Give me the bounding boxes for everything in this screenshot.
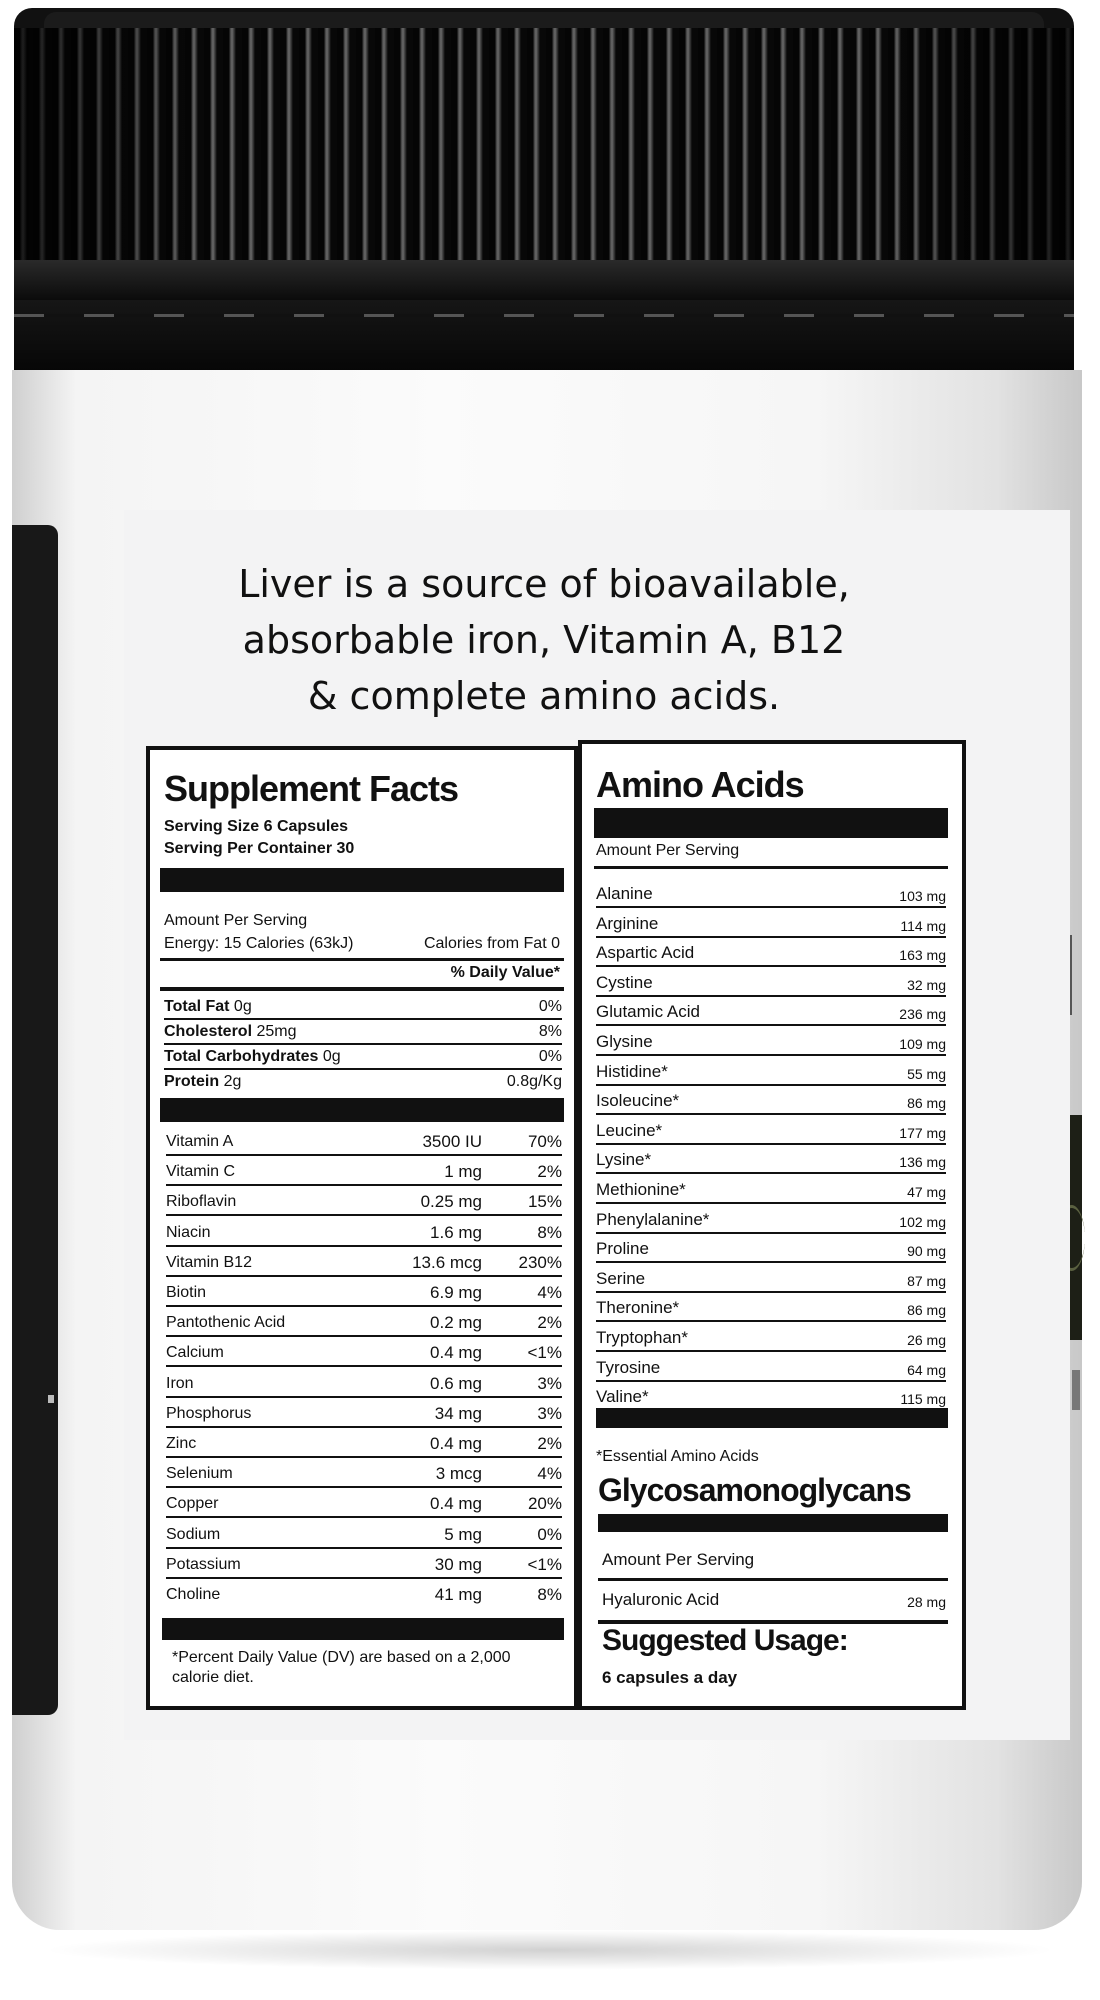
nutrient-daily-value: <1% [527,1554,562,1574]
row-divider [596,1320,946,1322]
row-divider [166,1456,562,1458]
amino-acid-row [596,941,946,965]
nutrient-name: Selenium [166,1465,233,1483]
row-divider [596,1202,946,1204]
nutrient-name: Niacin [166,1223,211,1241]
amount-per-serving: Amount Per Serving [164,912,308,929]
nutrient-daily-value: 4% [537,1283,562,1302]
amino-acid-name: Alanine [596,884,653,903]
row-divider [166,1245,562,1247]
nutrient-amount: 34 mg [434,1403,482,1423]
row-divider [596,1054,946,1056]
macro-row [164,994,562,1018]
headline-line: Liver is a source of bioavailable, [238,562,850,606]
headline-line: & complete amino acids. [307,674,781,718]
essential-amino-note: *Essential Amino Acids [596,1448,759,1465]
amino-acid-amount: 163 mg [899,947,946,964]
amino-acid-row [596,1089,946,1113]
label-side-strip-left [12,525,58,1715]
nutrient-daily-value: 20% [527,1494,562,1514]
thick-divider [162,1618,564,1640]
cap-ridges [14,28,1074,260]
nutrient-amount: 41 mg [434,1585,482,1604]
row-divider [166,1547,562,1549]
nutrient-row [166,1581,562,1607]
row-divider [596,1113,946,1115]
nutrient-daily-value: 2% [537,1162,562,1182]
jar-shadow [40,1930,1060,1970]
amino-acid-row [596,912,946,936]
supplement-facts-title: Supplement Facts [164,768,459,809]
nutrient-name: Sodium [166,1525,221,1543]
nutrient-amount: 5 mg [444,1524,482,1544]
row-divider [166,1577,562,1579]
nutrient-name: Iron [166,1374,194,1392]
nutrient-row [166,1279,562,1305]
nutrient-name: Zinc [166,1435,197,1452]
nutrient-name: Phosphorus [166,1404,252,1422]
amino-acid-amount: 115 mg [900,1391,946,1408]
amino-acid-name: Proline [596,1239,649,1259]
amino-acids-panel [578,740,966,1710]
amino-acid-name: Tyrosine [596,1357,661,1377]
nutrient-name: Cholesterol [164,1023,257,1040]
serving-size: Serving Size 6 Capsules [164,818,349,835]
nutrient-daily-value: 0% [538,998,562,1015]
row-divider [166,1305,562,1307]
suggested-usage-title: Suggested Usage: [602,1624,848,1657]
nutrient-name: Protein [164,1073,224,1090]
nutrient-amount: 30 mg [434,1554,482,1574]
nutrient-name: Potassium [166,1555,241,1573]
nutrient-row [166,1339,562,1365]
amino-acid-row [596,1030,946,1054]
nutrient-label [164,998,252,1016]
nutrient-name: Total Fat [164,998,234,1015]
amino-acid-name: Aspartic Acid [596,943,695,963]
glycosaminoglycans-amount-per-serving: Amount Per Serving [602,1550,755,1569]
nutrient-daily-value: 230% [518,1252,562,1272]
amino-acid-row [596,1208,946,1232]
nutrient-amount: 0.4 mg [430,1343,482,1363]
amino-acid-amount: 55 mg [907,1065,946,1082]
amino-acid-row [596,1119,946,1143]
amino-acid-amount: 103 mg [899,888,946,904]
thick-divider [160,1098,564,1122]
row-divider [166,1335,562,1337]
nutrient-name: Vitamin A [166,1133,234,1150]
amino-acid-name: Valine* [596,1387,649,1407]
row-divider [166,1426,562,1428]
amino-acid-row [596,1148,946,1172]
hyaluronic-acid-row [602,1590,946,1614]
amino-acid-amount: 102 mg [899,1213,946,1230]
nutrient-amount: 28 mg [907,1594,946,1610]
nutrient-daily-value: 0.8g/Kg [506,1073,562,1090]
nutrient-daily-value: 2% [537,1434,562,1453]
amino-acid-row [596,1267,946,1291]
nutrient-row [166,1370,562,1396]
amino-acid-name: Glysine [596,1032,653,1051]
nutrient-row [166,1158,562,1184]
nutrient-daily-value: 8% [537,1222,562,1242]
nutrient-amount: 1.6 mg [430,1222,482,1242]
supplement-facts-panel [146,746,578,1710]
nutrient-name: Vitamin C [166,1163,236,1181]
thick-divider [594,808,948,838]
amino-acid-row [596,1237,946,1261]
row-divider [596,965,946,967]
cap-rim [14,300,1074,380]
macro-row [164,1019,562,1043]
row-divider [596,1084,946,1086]
nutrient-name: Riboflavin [166,1193,237,1211]
amino-acids-title: Amino Acids [596,764,804,805]
nutrient-amount: 6.9 mg [430,1283,482,1302]
row-divider [166,1154,562,1156]
amino-acid-row [596,1178,946,1202]
nutrient-row [166,1521,562,1547]
glycosaminoglycans-title: Glycosamonoglycans [598,1472,911,1508]
servings-per-container: Serving Per Container 30 [164,840,355,857]
nutrient-row [166,1460,562,1486]
nutrient-amount: 0.4 mg [430,1494,482,1514]
amino-acid-row [596,971,946,995]
nutrient-row [166,1188,562,1214]
thick-divider [160,868,564,892]
row-divider [596,1380,946,1382]
macro-row [164,1044,562,1068]
nutrient-daily-value: 8% [538,1023,562,1040]
amino-acid-name: Cystine [596,972,653,992]
amino-acid-amount: 47 mg [907,1184,946,1200]
row-divider [166,1396,562,1398]
nutrient-row [166,1551,562,1577]
nutrient-name: Biotin [166,1284,207,1301]
amino-acid-amount: 26 mg [907,1332,946,1348]
amino-acid-name: Tryptophan* [596,1328,688,1347]
row-divider [596,1350,946,1352]
thick-divider [598,1514,948,1532]
divider [160,987,564,991]
nutrient-amount: 3 mcg [435,1464,482,1484]
amino-acid-row [596,882,946,906]
nutrient-amount: 0g [233,998,252,1015]
amino-acid-amount: 114 mg [900,917,946,934]
row-divider [166,1486,562,1488]
nutrient-label [164,1073,241,1091]
amino-acid-row [596,1385,946,1409]
amino-acid-name: Lysine* [596,1150,652,1170]
row-divider [596,1024,946,1026]
row-divider [596,1291,946,1293]
row-divider [166,1275,562,1277]
amino-acid-name: Phenylalanine* [596,1209,710,1229]
row-divider [596,1143,946,1145]
row-divider [596,995,946,997]
nutrient-amount: 0.25 mg [420,1192,482,1212]
nutrient-name: Choline [166,1586,221,1603]
nutrient-daily-value: 4% [537,1464,562,1484]
amino-acid-amount: 236 mg [899,1006,946,1023]
amino-acid-name: Histidine* [596,1061,668,1081]
amino-acid-amount: 64 mg [907,1361,946,1378]
divider [594,866,948,869]
nutrient-name: Vitamin B12 [166,1253,252,1271]
nutrient-row [166,1219,562,1245]
row-divider [596,1232,946,1234]
nutrient-amount: 13.6 mcg [412,1252,482,1272]
label-side-mark [1072,1370,1080,1410]
nutrient-daily-value: 8% [537,1585,562,1604]
amino-acid-amount: 136 mg [899,1154,946,1171]
thick-divider [596,1408,948,1428]
nutrient-amount: 3500 IU [422,1132,482,1151]
nutrient-amount: 0.2 mg [430,1313,482,1333]
nutrient-daily-value: 70% [527,1132,562,1151]
calories-from-fat: Calories from Fat 0 [423,935,560,952]
nutrient-row [166,1249,562,1275]
amino-acid-row [596,1356,946,1380]
nutrient-name: Total Carbohydrates [164,1048,323,1065]
nutrient-name: Pantothenic Acid [166,1314,286,1332]
suggested-usage-text: 6 capsules a day [602,1668,738,1687]
nutrient-row [166,1309,562,1335]
amino-acid-amount: 90 mg [907,1243,946,1260]
nutrient-daily-value: 2% [537,1313,562,1333]
nutrient-name: Hyaluronic Acid [602,1590,720,1609]
cap-band [14,260,1074,300]
row-divider [596,906,946,908]
nutrient-name: Copper [166,1495,219,1513]
amino-acid-row [596,1326,946,1350]
amino-acid-name: Arginine [596,913,659,933]
nutrient-daily-value: 3% [537,1373,562,1393]
nutrient-label [164,1048,341,1066]
row-divider [166,1365,562,1367]
jar-cap [14,8,1074,380]
amino-acid-name: Methionine* [596,1180,686,1199]
amino-amount-per-serving: Amount Per Serving [596,842,740,859]
nutrient-daily-value: 0% [537,1524,562,1544]
amino-acid-name: Theronine* [596,1298,680,1318]
nutrient-daily-value: 0% [538,1048,562,1065]
divider [598,1578,948,1581]
nutrient-label [164,1023,297,1041]
headline-line: absorbable iron, Vitamin A, B12 [242,618,846,662]
amino-acid-amount: 87 mg [907,1272,946,1289]
nutrient-daily-value: 15% [527,1192,562,1212]
label-headline [124,556,964,724]
nutrient-row [166,1400,562,1426]
daily-value-header: % Daily Value* [450,964,560,981]
nutrient-name: Calcium [166,1344,224,1362]
amino-acid-row [596,1060,946,1084]
amino-acid-name: Glutamic Acid [596,1002,700,1022]
amino-acid-row [596,1000,946,1024]
nutrient-row [166,1128,562,1154]
nutrient-amount: 0.4 mg [430,1434,482,1453]
macro-row [164,1069,562,1093]
nutrient-amount: 1 mg [444,1162,482,1182]
nutrient-daily-value: <1% [527,1343,562,1363]
nutrient-row [166,1490,562,1516]
energy: Energy: 15 Calories (63kJ) [164,935,354,952]
nutrient-amount: 25mg [256,1023,297,1040]
amino-acid-row [596,1296,946,1320]
row-divider [166,1184,562,1186]
amino-acid-amount: 109 mg [899,1036,946,1052]
nutrient-amount: 2g [223,1073,242,1090]
daily-value-footnote: *Percent Daily Value (DV) are based on a 2,000 calorie diet. [172,1649,511,1686]
amino-acid-amount: 32 mg [907,976,946,993]
nutrient-amount: 0g [322,1048,341,1065]
row-divider [166,1516,562,1518]
amino-acid-name: Serine [596,1268,646,1288]
amino-acid-amount: 177 mg [899,1124,946,1141]
nutrient-daily-value: 3% [537,1403,562,1423]
amino-acid-amount: 86 mg [907,1095,946,1112]
amino-acid-name: Leucine* [596,1120,663,1140]
nutrient-row [166,1430,562,1456]
row-divider [166,1214,562,1216]
amino-acid-name: Isoleucine* [596,1091,680,1111]
nutrient-amount: 0.6 mg [430,1373,482,1393]
amino-acid-amount: 86 mg [907,1302,946,1319]
divider [160,958,564,961]
row-divider [596,1172,946,1174]
row-divider [596,936,946,938]
row-divider [596,1261,946,1263]
